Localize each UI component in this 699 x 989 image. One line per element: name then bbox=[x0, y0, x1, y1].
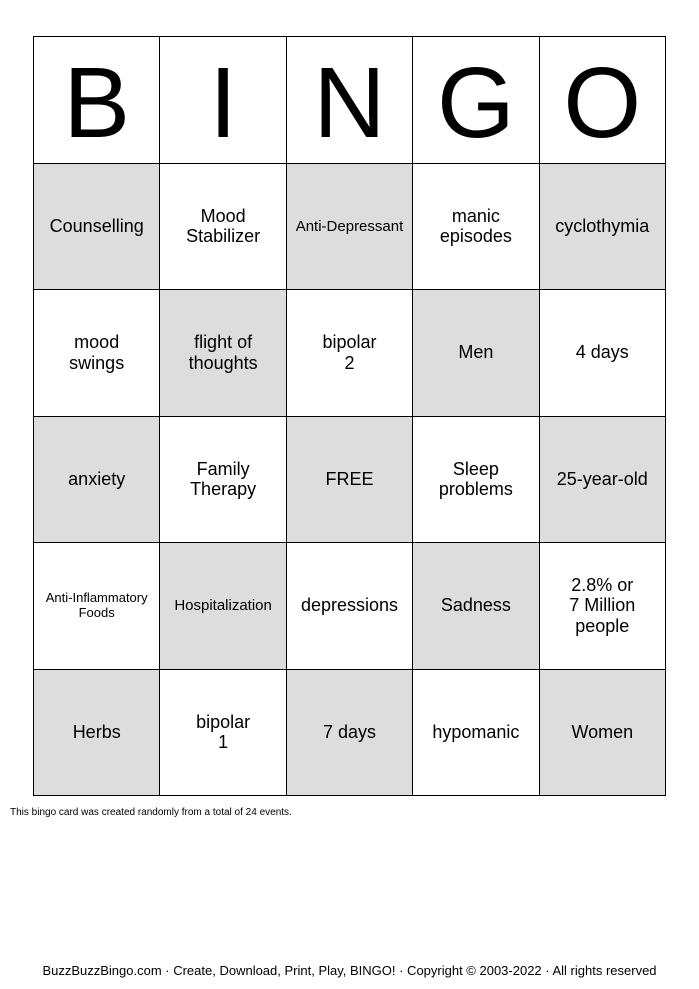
bingo-cell: 2.8% or 7 Million people bbox=[540, 543, 666, 670]
bingo-cell: 4 days bbox=[540, 290, 666, 417]
bingo-cell: cyclothymia bbox=[540, 164, 666, 291]
bingo-cell: 25-year-old bbox=[540, 417, 666, 544]
bingo-cell: bipolar 2 bbox=[287, 290, 413, 417]
card-note: This bingo card was created randomly from a total of 24 events. bbox=[10, 807, 292, 818]
bingo-cell: depressions bbox=[287, 543, 413, 670]
bingo-cell: Counselling bbox=[34, 164, 160, 291]
bingo-cell: mood swings bbox=[34, 290, 160, 417]
bingo-cell: 7 days bbox=[287, 670, 413, 797]
bingo-cell: Anti-Inflammatory Foods bbox=[34, 543, 160, 670]
free-space-cell: FREE bbox=[287, 417, 413, 544]
header-letter-o: O bbox=[540, 37, 666, 164]
bingo-cell: Mood Stabilizer bbox=[160, 164, 286, 291]
header-letter-b: B bbox=[34, 37, 160, 164]
bingo-cell: anxiety bbox=[34, 417, 160, 544]
header-letter-g: G bbox=[413, 37, 539, 164]
bingo-cell: Herbs bbox=[34, 670, 160, 797]
bingo-card bbox=[33, 36, 666, 796]
bingo-cell: flight of thoughts bbox=[160, 290, 286, 417]
bingo-cell: Sleep problems bbox=[413, 417, 539, 544]
bingo-cell: hypomanic bbox=[413, 670, 539, 797]
bingo-cell: Family Therapy bbox=[160, 417, 286, 544]
bingo-cell: Men bbox=[413, 290, 539, 417]
header-letter-n: N bbox=[287, 37, 413, 164]
footer-copyright: BuzzBuzzBingo.com · Create, Download, Print, Play, BINGO! · Copyright © 2003-2022 · All rights reserved bbox=[42, 963, 657, 978]
bingo-cell: Anti-Depressant bbox=[287, 164, 413, 291]
header-letter-i: I bbox=[160, 37, 286, 164]
bingo-cell: manic episodes bbox=[413, 164, 539, 291]
bingo-cell: bipolar 1 bbox=[160, 670, 286, 797]
bingo-cell: Sadness bbox=[413, 543, 539, 670]
bingo-cell: Hospitalization bbox=[160, 543, 286, 670]
bingo-cell: Women bbox=[540, 670, 666, 797]
